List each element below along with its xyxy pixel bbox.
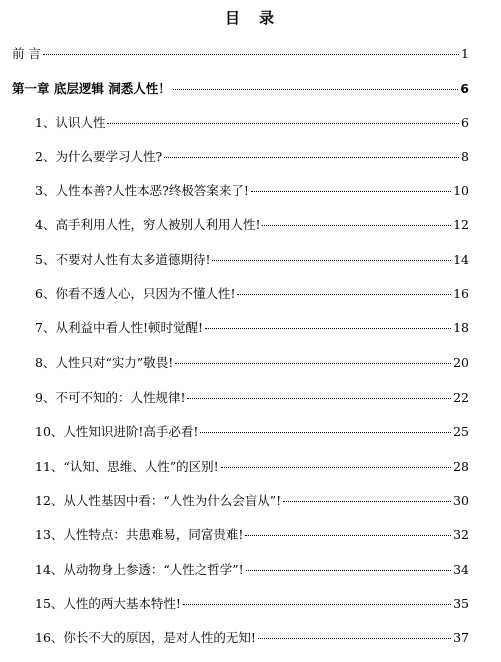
dot-leader	[237, 294, 451, 295]
dot-leader	[164, 157, 459, 158]
toc-entry-label: 9、不可不知的：人性规律!	[35, 390, 186, 405]
toc-entry[interactable]	[0, 594, 501, 614]
toc-entry-page-number: 30	[453, 493, 469, 508]
toc-entry-label: 12、从人性基因中看：“人性为什么会盲从”!	[35, 493, 282, 508]
toc-entry-page-number: 37	[453, 630, 469, 645]
dot-leader	[187, 398, 451, 399]
toc-entry[interactable]	[0, 560, 501, 580]
dot-leader	[212, 260, 451, 261]
toc-entry-label: 16、你长不大的原因，是对人性的无知!	[35, 630, 256, 645]
toc-entry[interactable]	[0, 353, 501, 373]
toc-entry-label: 8、人性只对“实力”敬畏!	[35, 355, 174, 370]
dot-leader	[262, 225, 451, 226]
toc-entry[interactable]	[0, 79, 501, 99]
toc-entry[interactable]	[0, 215, 501, 235]
toc-entry-page-number: 14	[453, 252, 469, 267]
toc-entry-label: 14、从动物身上参透：“人性之哲学”!	[35, 562, 244, 577]
toc-entry-label: 3、人性本善?人性本恶?终极答案来了!	[35, 183, 249, 198]
toc-entry[interactable]	[0, 457, 501, 477]
toc-entry-label: 2、为什么要学习人性?	[35, 149, 163, 164]
toc-entry-page-number: 1	[461, 46, 469, 61]
toc-entry-label: 4、高手利用人性，穷人被别人利用人性!	[35, 217, 261, 232]
toc-entry-page-number: 20	[453, 355, 469, 370]
dot-leader	[251, 191, 451, 192]
toc-entry-label: 7、从利益中看人性!顿时觉醒!	[35, 320, 203, 335]
page-title: 目 录	[224, 9, 276, 27]
toc-entry[interactable]	[0, 147, 501, 167]
toc-entry-page-number: 25	[453, 424, 469, 439]
toc-entry-page-number: 16	[453, 286, 469, 301]
toc-entry-label: 13、人性特点：共患难易，同富贵难!	[35, 527, 244, 542]
toc-entry[interactable]	[0, 250, 501, 270]
toc-entry[interactable]	[0, 181, 501, 201]
dot-leader	[205, 328, 451, 329]
toc-entry-page-number: 8	[461, 149, 469, 164]
toc-entry[interactable]	[0, 284, 501, 304]
toc-entry-page-number: 12	[453, 217, 469, 232]
toc-entry-label: 5、不要对人性有太多道德期待!	[35, 252, 211, 267]
toc-entry-label: 11、“认知、思维、人性”的区别!	[35, 459, 219, 474]
toc-entry[interactable]	[0, 491, 501, 511]
dot-leader	[173, 89, 459, 90]
toc-entry-page-number: 6	[461, 115, 469, 130]
toc-entry[interactable]	[0, 44, 501, 64]
toc-entry-page-number: 18	[453, 320, 469, 335]
toc-entry-page-number: 22	[453, 390, 469, 405]
dot-leader	[245, 535, 451, 536]
toc-entry-page-number: 6	[460, 81, 469, 96]
toc-entry[interactable]	[0, 525, 501, 545]
toc-entry-page-number: 35	[453, 596, 469, 611]
toc-entry[interactable]	[0, 422, 501, 442]
dot-leader	[283, 501, 451, 502]
toc-entry[interactable]	[0, 113, 501, 133]
toc-entry-label: 15、人性的两大基本特性!	[35, 596, 181, 611]
toc-entry-label: 10、人性知识进阶!高手必看!	[35, 424, 199, 439]
dot-leader	[107, 123, 459, 124]
toc-entry-label: 6、你看不透人心，只因为不懂人性!	[35, 286, 236, 301]
toc-entry[interactable]	[0, 628, 501, 648]
toc-entry-page-number: 32	[453, 527, 469, 542]
dot-leader	[221, 467, 451, 468]
toc-entry[interactable]	[0, 318, 501, 338]
toc-entry-label: 1、认识人性	[35, 115, 106, 130]
toc-entry[interactable]	[0, 388, 501, 408]
dot-leader	[175, 363, 451, 364]
dot-leader	[258, 638, 451, 639]
dot-leader	[246, 570, 451, 571]
toc-entry-page-number: 34	[453, 562, 469, 577]
toc-entry-label: 第一章 底层逻辑 洞悉人性！	[12, 81, 171, 96]
toc-entry-label: 前 言	[12, 46, 41, 61]
dot-leader	[183, 604, 451, 605]
toc-entry-page-number: 28	[453, 459, 469, 474]
toc-entry-page-number: 10	[453, 183, 469, 198]
dot-leader	[200, 432, 451, 433]
dot-leader	[43, 54, 459, 55]
